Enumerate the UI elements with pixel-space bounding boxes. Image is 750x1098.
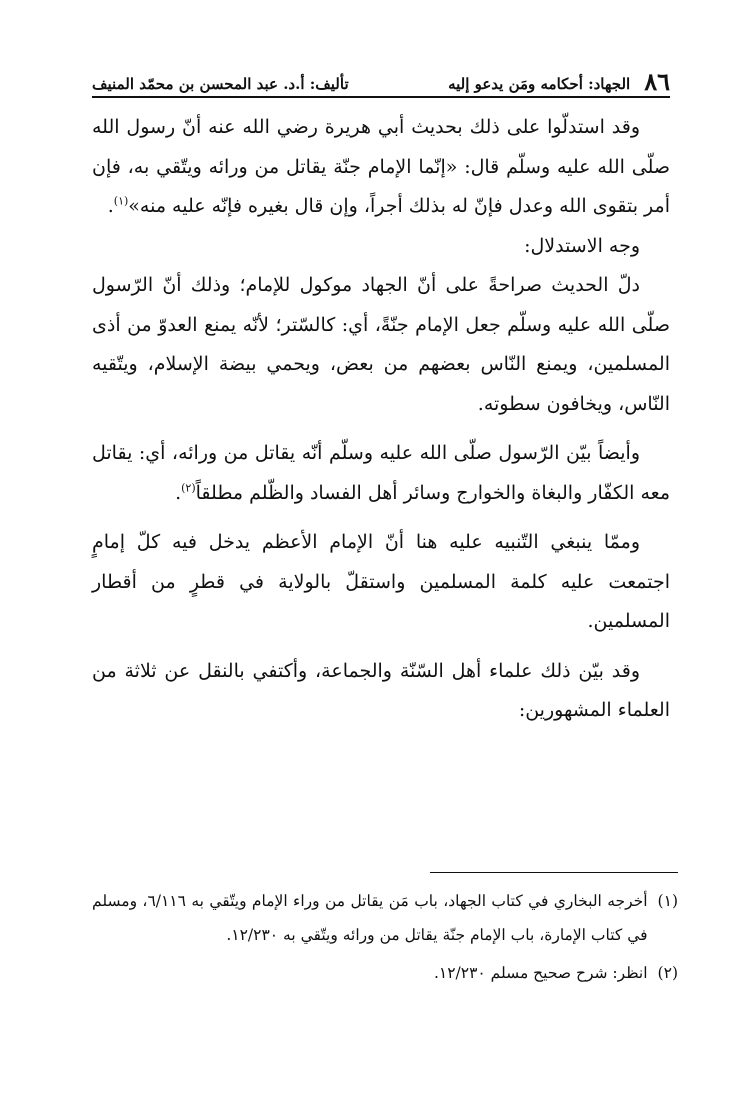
footnote-2 xyxy=(92,956,678,990)
footnote-text: انظر: شرح صحيح مسلم ١٢/٢٣٠. xyxy=(433,964,648,982)
header-right xyxy=(448,68,670,96)
paragraph-also-end: . xyxy=(175,481,182,504)
paragraph-hadith-text: وقد استدلّوا على ذلك بحديث أبي هريرة رضي الله عنه أنّ رسول الله صلّى الله عليه وسلّم قال: «إنّما الإمام جنّة يقاتل من ورائه ويتّقي به، فإن أمر بتقوى الله وعدل فإنّ له بذلك أجراً، وإن قال بغيره فإنّه عليه منه» xyxy=(92,116,670,217)
page-number: ٨٦ xyxy=(644,67,670,96)
footnote-number: (٢) xyxy=(657,964,678,982)
paragraph-note: وممّا ينبغي التّنبيه عليه هنا أنّ الإمام الأعظم يدخل فيه كلّ إمامٍ اجتمعت عليه كلمة المسلمين واستقلّ بالولاية في قطرٍ من أقطار المسلمين. xyxy=(92,531,670,632)
paragraph-heading: وجه الاستدلال: xyxy=(524,234,640,257)
footnotes xyxy=(92,884,678,990)
footnote-1 xyxy=(92,884,678,952)
paragraph-hadith xyxy=(92,108,670,227)
paragraph-hadith-end: . xyxy=(107,195,114,217)
footnote-divider xyxy=(430,872,678,873)
footnote-ref-1[interactable]: (١) xyxy=(113,194,129,208)
paragraph-also xyxy=(92,434,670,513)
footnote-ref-2[interactable]: (٢) xyxy=(181,481,196,495)
footnote-text: أخرجه البخاري في كتاب الجهاد، باب مَن يقاتل من وراء الإمام ويتّقي به ٦/١١٦، ومسلم في كتاب الإمارة، باب الإمام جنّة يقاتل من ورائه ويتّقي به ١٢/٢٣٠. xyxy=(92,892,648,944)
running-header xyxy=(92,62,670,98)
book-title: الجهاد: أحكامه ومَن يدعو إليه xyxy=(448,75,631,93)
paragraph-also-text: وأيضاً بيّن الرّسول صلّى الله عليه وسلّم أنّه يقاتل من ورائه، أي: يقاتل معه الكفّار والبغاة والخوارج وسائر أهل الفساد والظّلم مطلقاً xyxy=(92,442,670,504)
author-line: تأليف: أ.د. عبد المحسن بن محمّد المنيف xyxy=(92,75,349,93)
main-text xyxy=(92,108,670,731)
footnote-number: (١) xyxy=(657,892,678,910)
paragraph-scholars: وقد بيّن ذلك علماء أهل السّنّة والجماعة، وأكتفي بالنقل عن ثلاثة من العلماء المشهورين: xyxy=(92,659,670,721)
paragraph-inference: دلّ الحديث صراحةً على أنّ الجهاد موكول للإمام؛ وذلك أنّ الرّسول صلّى الله عليه وسلّم جعل الإمام جنّةً، أي: كالسّتر؛ لأنّه يمنع العدوّ من أذى المسلمين، ويمنع النّاس بعضهم من بعض، ويحمي بيضة الإسلام، ويتّقيه النّاس، ويخافون سطوته. xyxy=(92,274,670,415)
